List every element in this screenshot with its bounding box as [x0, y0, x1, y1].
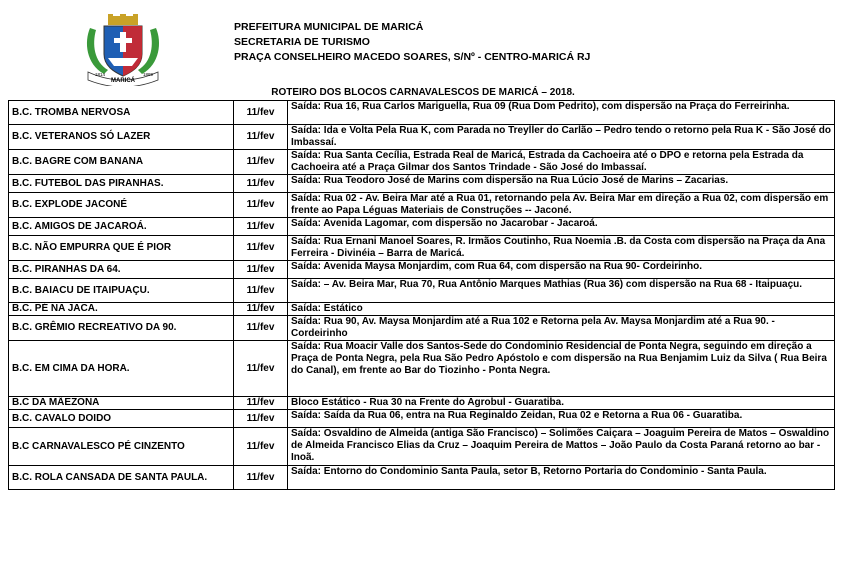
date-cell: 11/fev [234, 466, 288, 490]
table-row [9, 236, 835, 261]
date-cell: 11/fev [234, 261, 288, 279]
route-cell: Saída: Saída da Rua 06, entra na Rua Reginaldo Zeidan, Rua 02 e Retorna a Rua 06 - Guaratiba. [288, 410, 835, 428]
route-cell: Saída: Rua 16, Rua Carlos Mariguella, Rua 09 (Rua Dom Pedrito), com dispersão na Praça do Ferreirinha. [288, 101, 835, 125]
date-cell: 11/fev [234, 410, 288, 428]
coat-of-arms-logo [82, 14, 164, 86]
bloco-name-cell: B.C. GRÊMIO RECREATIVO DA 90. [9, 316, 234, 341]
table-row [9, 303, 835, 316]
bloco-name-cell: B.C. NÃO EMPURRA QUE É PIOR [9, 236, 234, 261]
route-cell: Saída: Rua Santa Cecília, Estrada Real de Maricá, Estrada da Cachoeira até o DPO e retorna pela Estrada da Cachoeira até a Praça Gilmar dos Santos Trindade - São José do Imbassaí. [288, 150, 835, 175]
date-cell: 11/fev [234, 316, 288, 341]
route-cell: Saída: Entorno do Condominio Santa Paula, setor B, Retorno Portaria do Condominio - Santa Paula. [288, 466, 835, 490]
table-row [9, 428, 835, 466]
bloco-name-cell: B.C. TROMBA NERVOSA [9, 101, 234, 125]
route-cell: Saída: Avenida Maysa Monjardim, com Rua 64, com dispersão na Rua 90- Cordeirinho. [288, 261, 835, 279]
bloco-name-cell: B.C. VETERANOS SÓ LAZER [9, 125, 234, 150]
bloco-name-cell: B.C DA MÃEZONA [9, 397, 234, 410]
table-row [9, 397, 835, 410]
date-cell: 11/fev [234, 101, 288, 125]
bloco-name-cell: B.C. CAVALO DOIDO [9, 410, 234, 428]
route-cell: Saída: Osvaldino de Almeida (antiga São Francisco) – Solimões Caiçara – Joaguim Pereira de Matos – Oswaldino de Almeida Francisco Elias da Cruz – Joaquim Pereira de Mattos – João Paulo da Costa Paraná retorno ao bar - Inoã. [288, 428, 835, 466]
table-row [9, 261, 835, 279]
letterhead [234, 20, 590, 65]
header-line-3: PRAÇA CONSELHEIRO MACEDO SOARES, S/Nº - CENTRO-MARICÁ RJ [234, 51, 591, 63]
bloco-name-cell: B.C. BAIACU DE ITAIPUAÇU. [9, 279, 234, 303]
bloco-name-cell: B.C. ROLA CANSADA DE SANTA PAULA. [9, 466, 234, 490]
table-row [9, 279, 835, 303]
date-cell: 11/fev [234, 236, 288, 261]
route-cell: Saída: Ida e Volta Pela Rua K, com Parada no Treyller do Carlão – Pedro tendo o retorno pela Rua K - São José do Imbassaí. [288, 125, 835, 150]
date-cell: 11/fev [234, 341, 288, 397]
blocos-table [8, 100, 835, 490]
route-cell: Saída: Rua Moacir Valle dos Santos-Sede do Condominio Residencial de Ponta Negra, seguindo em direção a Praça de Ponta Negra, pela Rua São Pedro Apóstolo e com dispersão na Rua Benjamim Luiz da Silva ( Rua Beira do Canal), em frente ao Bar do Tiozinho - Ponta Negra. [288, 341, 835, 397]
route-cell: Saída: – Av. Beira Mar, Rua 70, Rua Antônio Marques Mathias (Rua 36) com dispersão na Rua 68 - Itaipuaçu. [288, 279, 835, 303]
table-row [9, 175, 835, 193]
logo-year-right: 1889 [143, 72, 154, 77]
date-cell: 11/fev [234, 397, 288, 410]
table-row [9, 150, 835, 175]
route-cell: Saída: Rua 02 - Av. Beira Mar até a Rua 01, retornando pela Av. Beira Mar em direção a Rua 02, com dispersão em frente ao Papa Léguas Materiais de Construções -- Jaconé. [288, 193, 835, 218]
table-row [9, 316, 835, 341]
bloco-name-cell: B.C. PIRANHAS DA 64. [9, 261, 234, 279]
document-title: ROTEIRO DOS BLOCOS CARNAVALESCOS DE MARICÁ – 2018. [271, 87, 575, 98]
date-cell: 11/fev [234, 193, 288, 218]
bloco-name-cell: B.C CARNAVALESCO PÉ CINZENTO [9, 428, 234, 466]
table-row [9, 466, 835, 490]
table-row [9, 410, 835, 428]
route-cell: Saída: Rua Ernani Manoel Soares, R. Irmãos Coutinho, Rua Noemia .B. da Costa com dispersão na Praça da Ana Ferreira - Divinéia – Barra de Maricá. [288, 236, 835, 261]
table-row [9, 341, 835, 397]
bloco-name-cell: B.C. EXPLODE JACONÉ [9, 193, 234, 218]
date-cell: 11/fev [234, 428, 288, 466]
table-row [9, 193, 835, 218]
bloco-name-cell: B.C. AMIGOS DE JACAROÁ. [9, 218, 234, 236]
logo-text: MARICÁ [111, 78, 135, 84]
table-row [9, 125, 835, 150]
blocos-table-body [9, 101, 835, 490]
route-cell: Saída: Rua 90, Av. Maysa Monjardim até a Rua 102 e Retorna pela Av. Maysa Monjardim até a Rua 90. - Cordeirinho [288, 316, 835, 341]
bloco-name-cell: B.C. PÉ NA JACA. [9, 303, 234, 316]
date-cell: 11/fev [234, 279, 288, 303]
bloco-name-cell: B.C. BAGRE COM BANANA [9, 150, 234, 175]
header-line-2: SECRETARIA DE TURISMO [234, 36, 370, 48]
date-cell: 11/fev [234, 150, 288, 175]
date-cell: 11/fev [234, 303, 288, 316]
date-cell: 11/fev [234, 218, 288, 236]
header-line-1: PREFEITURA MUNICIPAL DE MARICÁ [234, 21, 424, 33]
date-cell: 11/fev [234, 175, 288, 193]
bloco-name-cell: B.C. FUTEBOL DAS PIRANHAS. [9, 175, 234, 193]
route-cell: Saída: Rua Teodoro José de Marins com dispersão na Rua Lúcio José de Marins – Zacarias. [288, 175, 835, 193]
route-cell: Saída: Estático [288, 303, 835, 316]
bloco-name-cell: B.C. EM CIMA DA HORA. [9, 341, 234, 397]
route-cell: Saída: Avenida Lagomar, com dispersão no Jacarobar - Jacaroá. [288, 218, 835, 236]
route-cell: Bloco Estático - Rua 30 na Frente do Agrobul - Guaratiba. [288, 397, 835, 410]
table-row [9, 218, 835, 236]
table-row [9, 101, 835, 125]
date-cell: 11/fev [234, 125, 288, 150]
logo-year-left: 1814 [95, 72, 106, 77]
coat-of-arms-icon [82, 14, 164, 86]
